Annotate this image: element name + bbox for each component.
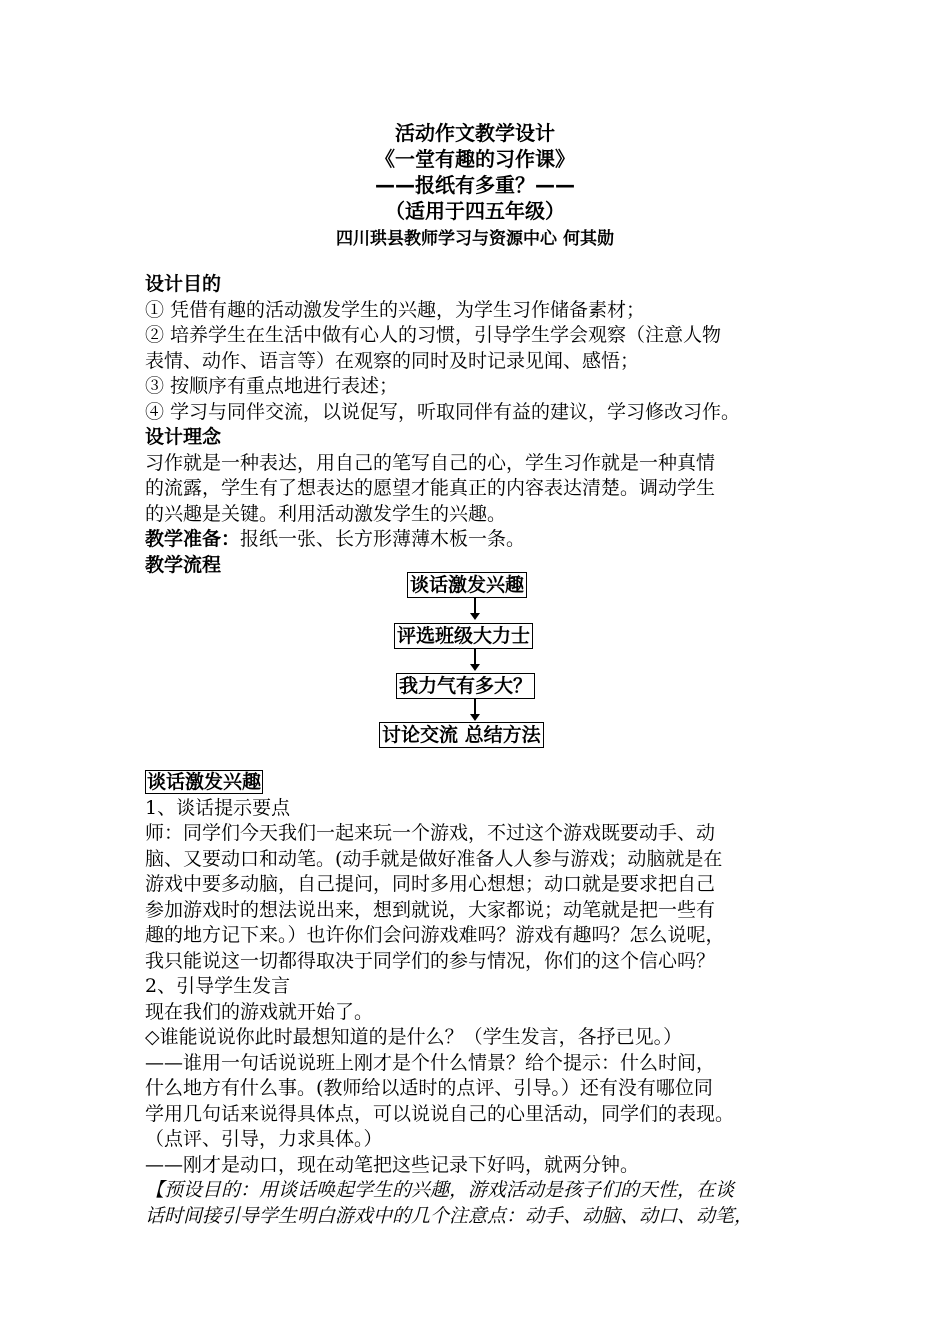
section1-line: 什么地方有什么事。(教师给以适时的点评、引导。）还有没有哪位同: [145, 1077, 713, 1099]
section1-line: ——刚才是动口，现在动笔把这些记录下好吗，就两分钟。: [145, 1153, 640, 1176]
section1-note-line: 话时间接引导学生明白游戏中的几个注意点：动手、动脑、动口、动笔，: [145, 1204, 754, 1227]
design-concept-line: 的兴趣是关键。利用活动激发学生的兴趣。: [145, 502, 507, 525]
section1-title-line: [145, 770, 813, 796]
section1-line: 2、引导学生发言: [145, 975, 291, 997]
preparation-line: [145, 527, 813, 553]
section1-line: ◇谁能说说你此时最想知道的是什么？（学生发言，各抒已见。）: [145, 1026, 683, 1048]
design-concept-line: 习作就是一种表达，用自己的笔写自己的心，学生习作就是一种真情: [145, 451, 716, 474]
design-goal-title: 设计目的: [145, 273, 222, 295]
flow-step-1: 谈话激发兴趣: [407, 572, 527, 598]
section1-line: 现在我们的游戏就开始了。: [145, 1000, 374, 1023]
design-goal-line: ④ 学习与同伴交流，以说促写，听取同伴有益的建议，学习修改习作。: [145, 400, 741, 423]
section1-line: 我只能说这一切都得取决于同学们的参与情况，你们的这个信心吗？: [145, 949, 716, 972]
preparation-text: 报纸一张、长方形薄薄木板一条。: [240, 528, 526, 550]
section1-line: 1、谈话提示要点: [145, 796, 291, 819]
document-subtitle: 《一堂有趣的习作课》: [375, 147, 575, 171]
document-topic: ——报纸有多重？——: [375, 173, 575, 197]
section1-line: （点评、引导，力求具体。）: [145, 1128, 383, 1150]
section1-line: 学用几句话来说得具体点，可以说说自己的心里活动，同学们的表现。: [145, 1102, 735, 1125]
flow-title: 教学流程: [145, 553, 222, 576]
design-goal-line: 表情、动作、语言等）在观察的同时及时记录见闻、感悟；: [145, 349, 640, 372]
flow-arrow-1: [474, 598, 476, 618]
flow-arrow-3: [474, 699, 476, 719]
design-goal-line: ① 凭借有趣的活动激发学生的兴趣，为学生习作储备素材；: [145, 298, 646, 321]
section1-title: 谈话激发兴趣: [147, 771, 262, 793]
design-concept-line: 的流露，学生有了想表达的愿望才能真正的内容表达清楚。调动学生: [145, 477, 716, 499]
document-header: [145, 120, 805, 252]
section1-line: 师：同学们今天我们一起来玩一个游戏，不过这个游戏既要动手、动: [145, 822, 716, 844]
flow-arrow-2: [474, 649, 476, 669]
flow-step-4: 讨论交流 总结方法: [379, 722, 544, 748]
flow-step-3: 我力气有多大？: [396, 673, 535, 699]
section1-line: 趣的地方记下来。）也许你们会问游戏难吗？游戏有趣吗？怎么说呢，: [145, 924, 725, 946]
section1-line: 脑、又要动口和动笔。(动手就是做好准备人人参与游戏；动脑就是在: [145, 847, 723, 870]
design-goal-line: ② 培养学生在生活中做有心人的习惯，引导学生学会观察（注意人物: [145, 324, 722, 346]
design-goal-line: ③ 按顺序有重点地进行表述；: [145, 375, 399, 397]
design-goal-section: [145, 272, 813, 578]
section1-line: 游戏中要多动脑，自己提问，同时多用心想想；动口就是要求把自己: [145, 873, 716, 895]
flow-step-2: 评选班级大力士: [394, 623, 533, 649]
design-concept-title: 设计理念: [145, 426, 222, 448]
section1-line: 参加游戏时的想法说出来，想到就说，大家都说；动笔就是把一些有: [145, 898, 716, 921]
document-grade: （适用于四五年级）: [385, 199, 565, 223]
preparation-label: 教学准备：: [145, 528, 241, 550]
document-author: 四川珙县教师学习与资源中心 何其勋: [336, 229, 614, 249]
section1: [145, 770, 813, 1229]
section1-note-line: 【预设目的：用谈话唤起学生的兴趣，游戏活动是孩子们的天性，在谈: [145, 1179, 735, 1201]
document-title: 活动作文教学设计: [395, 121, 555, 145]
section1-line: ——谁用一句话说说班上刚才是个什么情景？给个提示：什么时间，: [145, 1051, 716, 1074]
